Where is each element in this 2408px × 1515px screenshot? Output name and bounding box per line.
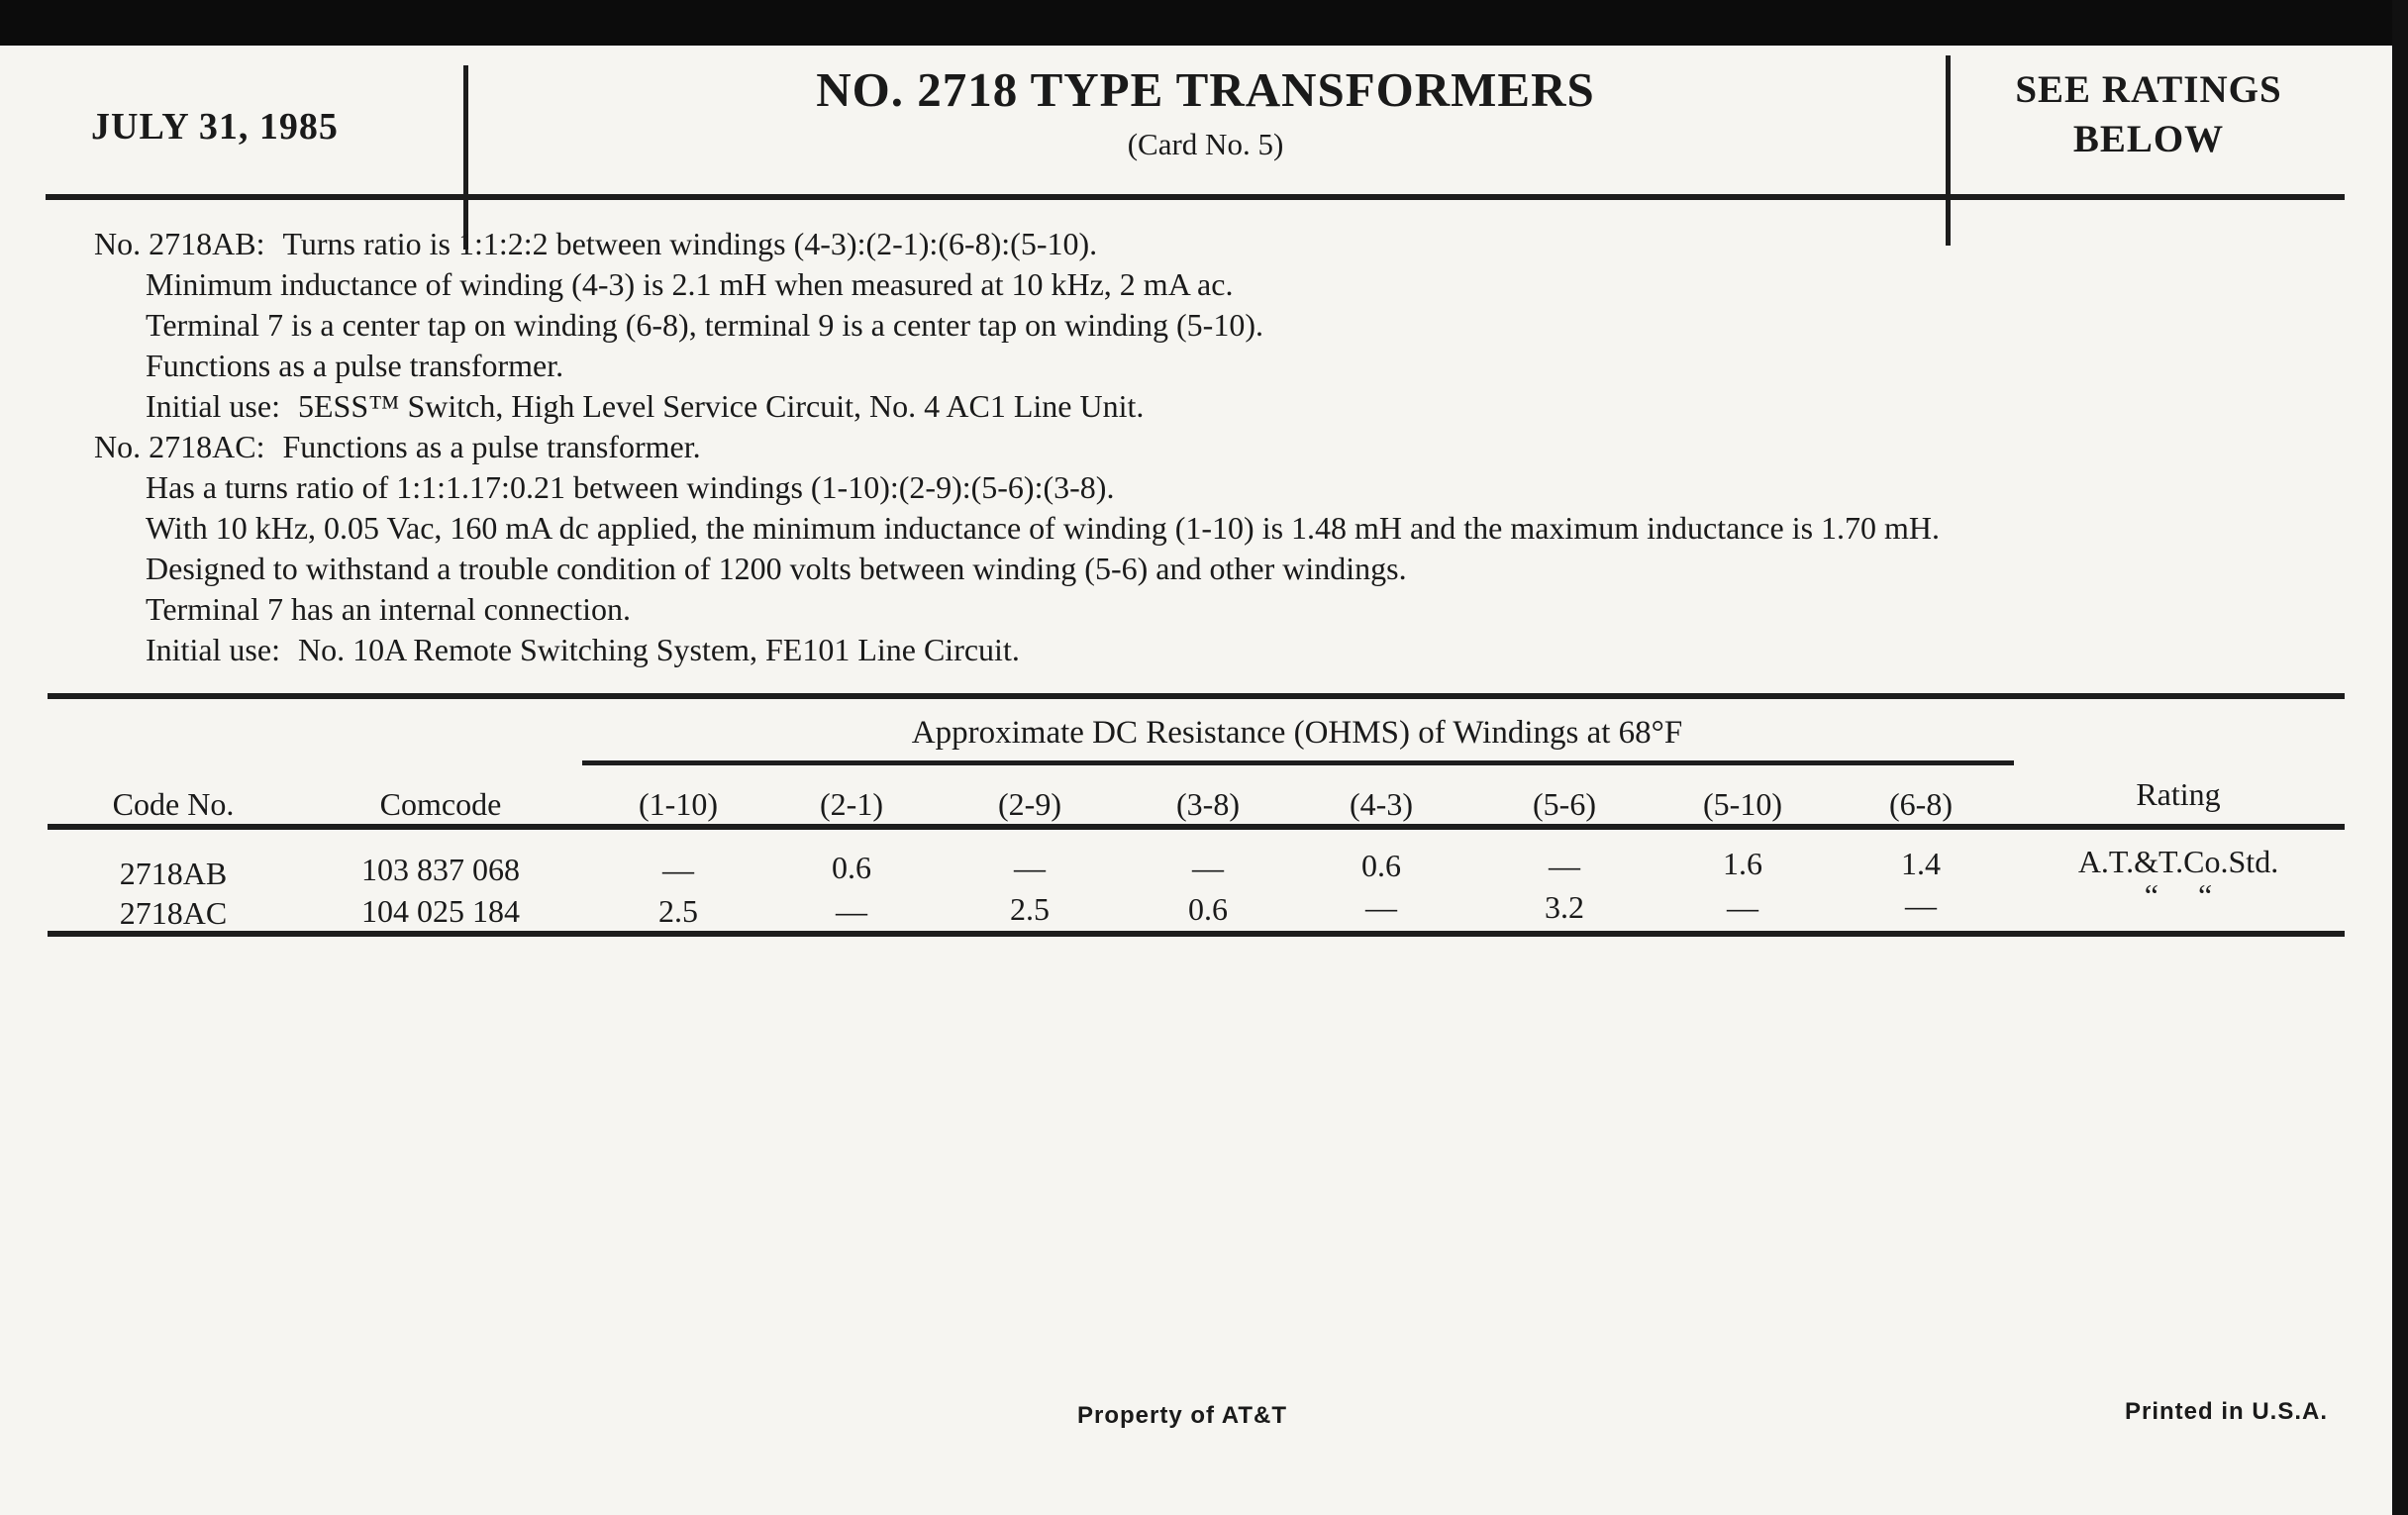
cell-4-3: — (1365, 889, 1397, 925)
footer-property: Property of AT&T (1077, 1402, 1287, 1429)
cell-6-8: — (1905, 887, 1937, 923)
desc-ab-text1: Turns ratio is 1:1:2:2 between windings (4-3):(2-1):(6-8):(5-10). (282, 226, 1098, 261)
desc-ab-initial-use-label: Initial use: (146, 388, 280, 424)
scan-edge (2392, 0, 2408, 1515)
table-header-rule (48, 824, 2345, 830)
cell-4-3: 0.6 (1361, 848, 1401, 883)
cell-comcode: 103 837 068 (361, 852, 520, 887)
cell-comcode: 104 025 184 (361, 893, 520, 929)
col-header-6-8: (6-8) (1889, 786, 1953, 822)
cell-code: 2718AC (119, 895, 228, 931)
table-bottom-rule (48, 931, 2345, 937)
cell-5-6: 3.2 (1545, 889, 1584, 925)
cell-5-6: — (1549, 848, 1580, 883)
card-subtitle: (Card No. 5) (1127, 127, 1284, 161)
desc-ab-line1 (94, 224, 2332, 264)
table-top-rule (48, 693, 2345, 699)
col-header-2-1: (2-1) (820, 786, 883, 822)
card-title: NO. 2718 TYPE TRANSFORMERS (816, 62, 1595, 117)
resistance-group-header: Approximate DC Resistance (OHMS) of Windings at 68°F (911, 715, 1683, 751)
desc-ab-line5 (94, 386, 2332, 427)
desc-ac-label: No. 2718AC: (94, 429, 265, 464)
cell-code: 2718AB (119, 856, 228, 891)
col-header-rating: Rating (2136, 776, 2221, 812)
cell-rating: A.T.&T.Co.Std. (2077, 844, 2279, 879)
desc-ab-line2: Minimum inductance of winding (4-3) is 2.1 mH when measured at 10 kHz, 2 mA ac. (146, 266, 1234, 302)
desc-ab-line3: Terminal 7 is a center tap on winding (6-8), terminal 9 is a center tap on winding (5-10). (146, 307, 1263, 343)
desc-ac-text1: Functions as a pulse transformer. (282, 429, 701, 464)
desc-ac-line5: Terminal 7 has an internal connection. (146, 591, 632, 627)
col-header-code: Code No. (112, 786, 235, 822)
cell-5-10: — (1727, 889, 1758, 925)
col-header-2-9: (2-9) (998, 786, 1061, 822)
cell-3-8: — (1192, 850, 1224, 885)
desc-ac-line2: Has a turns ratio of 1:1:1.17:0.21 between windings (1-10):(2-9):(5-6):(3-8). (146, 469, 1115, 505)
cell-6-8: 1.4 (1901, 846, 1941, 881)
cell-2-1: 0.6 (832, 850, 871, 885)
desc-ac-line1 (94, 427, 2332, 467)
cell-1-10: — (662, 852, 694, 887)
cell-5-10: 1.6 (1723, 846, 1762, 881)
col-header-comcode: Comcode (379, 786, 502, 822)
col-header-4-3: (4-3) (1350, 786, 1413, 822)
desc-ab-initial-use-value: 5ESS™ Switch, High Level Service Circuit, No. 4 AC1 Line Unit. (297, 388, 1145, 424)
cell-1-10: 2.5 (658, 893, 698, 929)
desc-ac-initial-use-label: Initial use: (146, 632, 280, 667)
desc-ab-line4: Functions as a pulse transformer. (146, 348, 564, 383)
description-section (94, 224, 2332, 670)
desc-ac-initial-use-value: No. 10A Remote Switching System, FE101 Line Circuit. (297, 632, 1020, 667)
desc-ac-line6 (94, 630, 2332, 670)
cell-3-8: 0.6 (1188, 891, 1228, 927)
col-header-3-8: (3-8) (1176, 786, 1240, 822)
desc-ab-label: No. 2718AB: (94, 226, 265, 261)
cell-2-1: — (836, 893, 867, 929)
see-ratings-line1: SEE RATINGS (2015, 68, 2282, 111)
cell-2-9: 2.5 (1010, 891, 1050, 927)
see-ratings-note (1956, 65, 2342, 164)
group-header-rule (582, 760, 2014, 765)
card-date: JULY 31, 1985 (91, 106, 339, 148)
header-divider-right (1946, 55, 1951, 246)
desc-ac-line3: With 10 kHz, 0.05 Vac, 160 mA dc applied, the minimum inductance of winding (1-10) is 1.48 mH and the maximum inductance is 1.70 mH. (146, 510, 1941, 546)
col-header-5-6: (5-6) (1533, 786, 1596, 822)
header-rule (46, 194, 2345, 200)
see-ratings-line2: BELOW (2072, 118, 2225, 160)
desc-ac-line4: Designed to withstand a trouble condition of 1200 volts between winding (5-6) and other windings. (146, 551, 1407, 586)
col-header-1-10: (1-10) (639, 786, 718, 822)
footer-printed: Printed in U.S.A. (2125, 1398, 2329, 1425)
card (0, 46, 2392, 1515)
cell-2-9: — (1014, 850, 1046, 885)
col-header-5-10: (5-10) (1703, 786, 1782, 822)
cell-rating-ditto: “ “ (2144, 877, 2213, 913)
